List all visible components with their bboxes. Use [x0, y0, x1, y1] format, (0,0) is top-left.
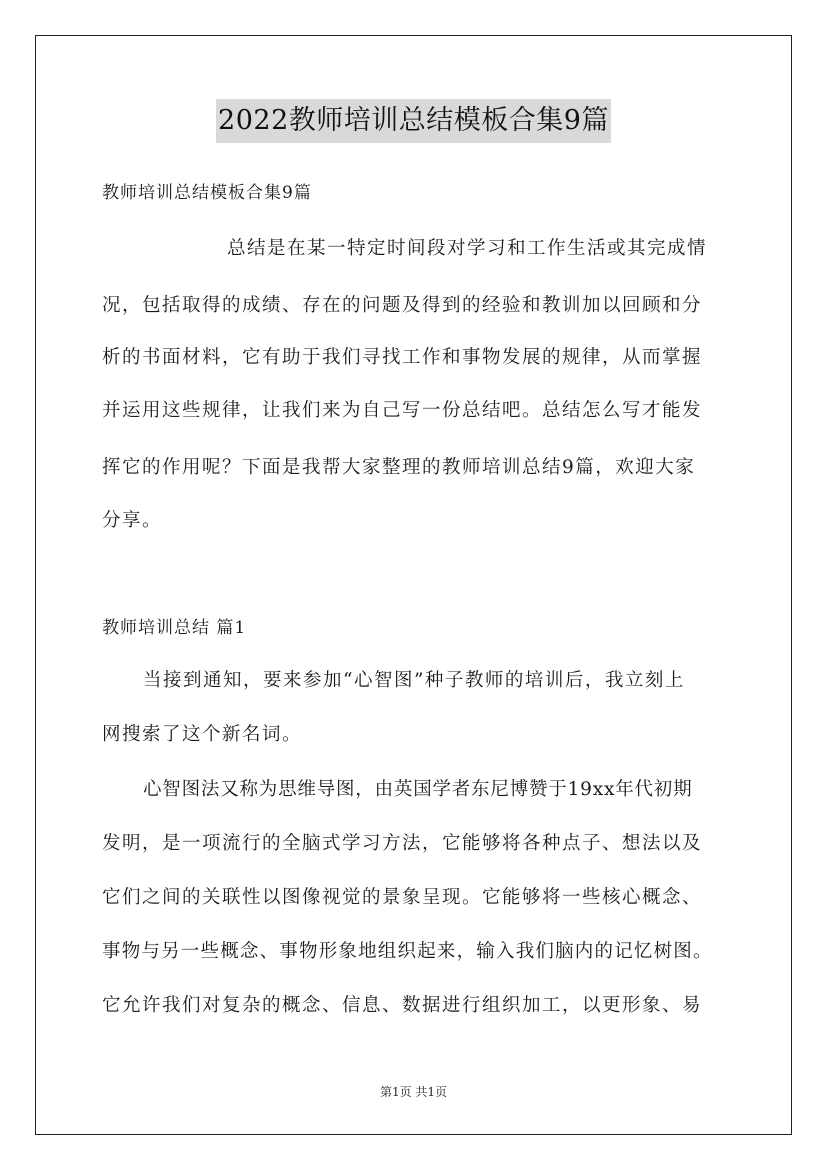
section-line: 发明，是一项流行的全脑式学习方法，它能够将各种点子、想法以及 [102, 833, 703, 854]
intro-line: 况，包括取得的成绩、存在的问题及得到的经验和教训加以回顾和分 [102, 295, 703, 316]
intro-line: 分享。 [102, 510, 163, 531]
document-subtitle: 教师培训总结模板合集9篇 [102, 183, 312, 203]
intro-line: 并运用这些规律，让我们来为自己写一份总结吧。总结怎么写才能发 [102, 400, 703, 421]
title-wrap [0, 99, 827, 143]
section-line: 网搜索了这个新名词。 [102, 724, 303, 745]
section-heading: 教师培训总结 篇1 [102, 618, 247, 638]
intro-line: 析的书面材料，它有助于我们寻找工作和事物发展的规律，从而掌握 [102, 347, 703, 368]
section-line: 事物与另一些概念、事物形象地组织起来，输入我们脑内的记忆树图。 [102, 941, 713, 962]
section-line: 它允许我们对复杂的概念、信息、数据进行组织加工，以更形象、易 [102, 995, 703, 1016]
section-line: 它们之间的关联性以图像视觉的景象呈现。它能够将一些核心概念、 [102, 887, 703, 908]
section-line: 心智图法又称为思维导图，由英国学者东尼博赞于19xx年代初期 [143, 779, 693, 800]
document-title: 2022教师培训总结模板合集9篇 [216, 99, 611, 143]
intro-line: 总结是在某一特定时间段对学习和工作生活或其完成情 [227, 238, 708, 259]
section-line: 当接到通知，要来参加“心智图”种子教师的培训后，我立刻上 [143, 670, 685, 691]
page-footer: 第1页 共1页 [379, 1085, 448, 1099]
intro-line: 挥它的作用呢？下面是我帮大家整理的教师培训总结9篇，欢迎大家 [102, 457, 696, 478]
